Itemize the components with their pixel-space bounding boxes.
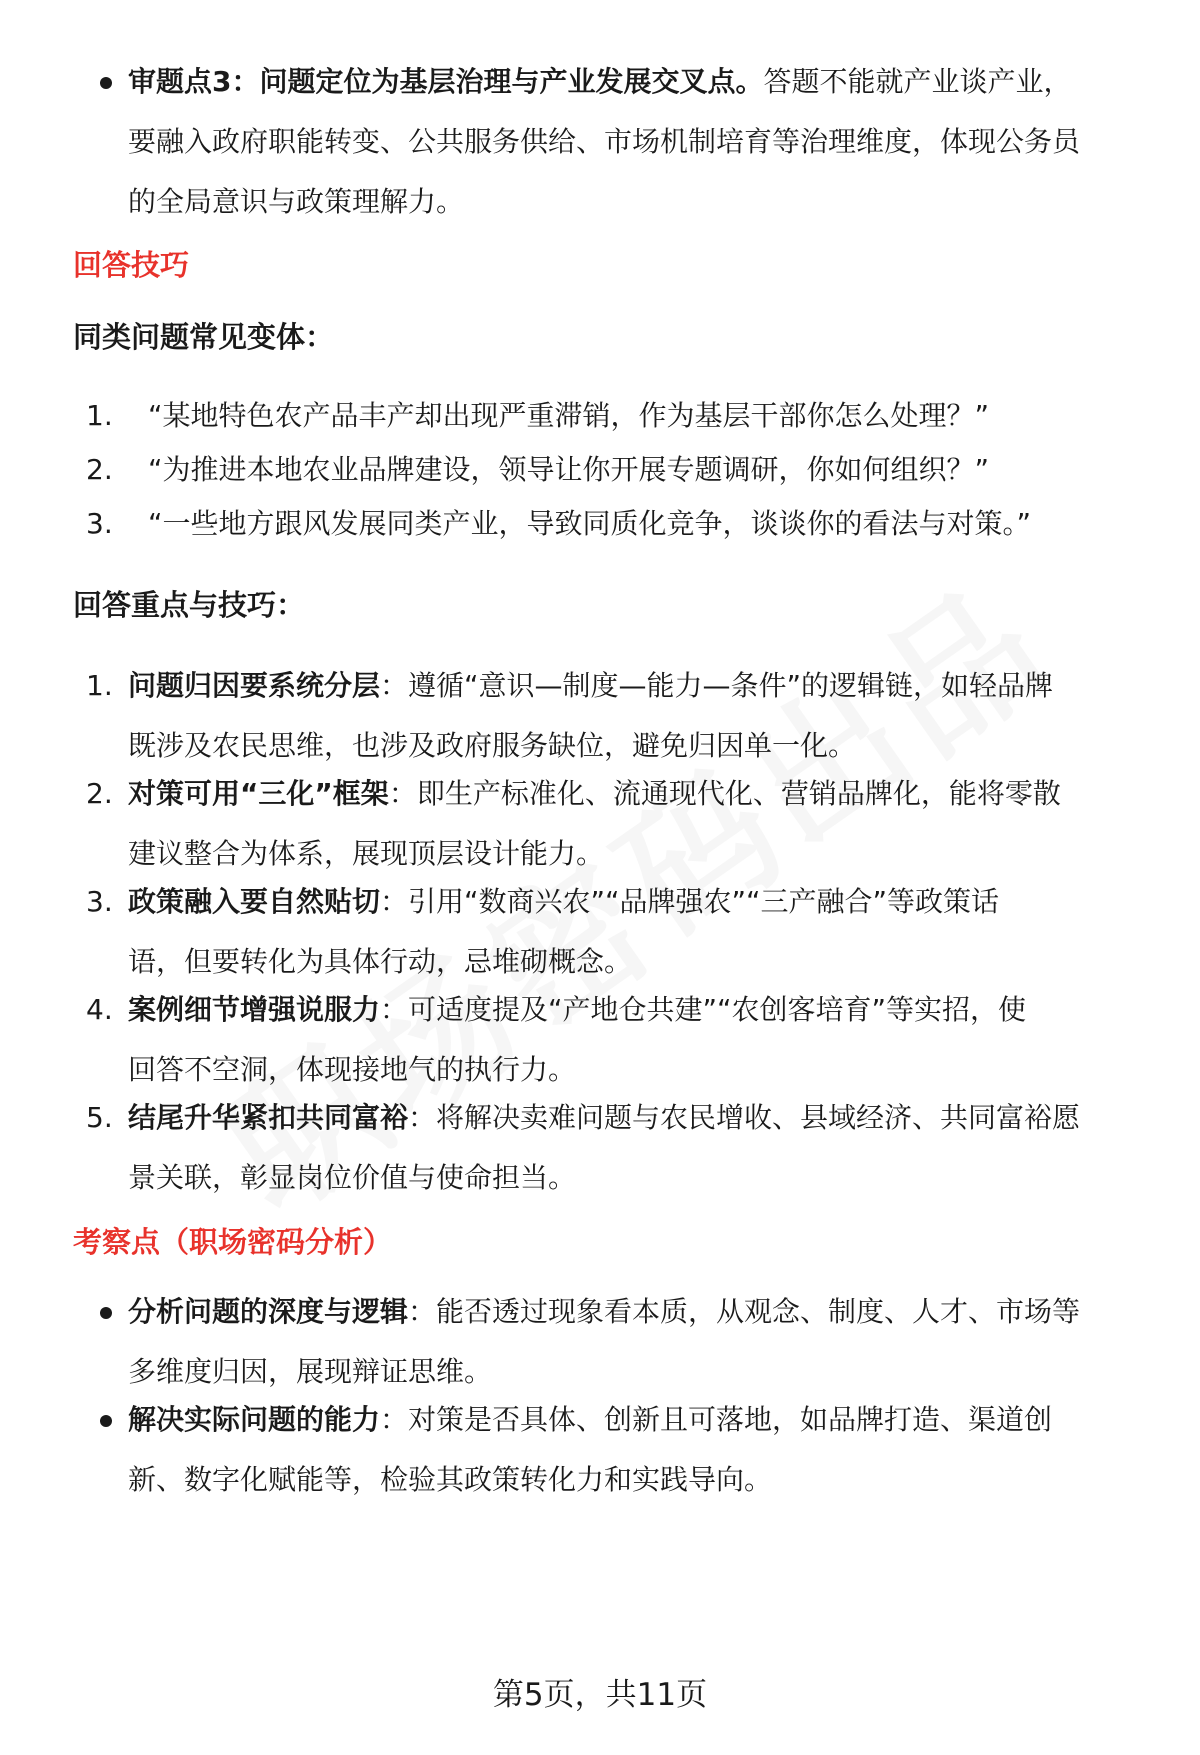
focus-line1: ：可适度提及“产地仓共建”“农创客培育”等实招，使 — [380, 993, 1027, 1026]
focus-lead: 对策可用“三化”框架 — [128, 777, 389, 810]
exam-line2: 多维度归因，展现辩证思维。 — [128, 1355, 493, 1388]
focus-item — [128, 1088, 1148, 1208]
focus-lead: 政策融入要自然贴切 — [128, 885, 381, 918]
bullet-icon — [100, 77, 112, 89]
variant-number: 2. — [86, 453, 113, 486]
focus-line1: ：将解决卖难问题与农民增收、县域经济、共同富裕愿 — [408, 1101, 1081, 1134]
focus-number: 1. — [86, 669, 113, 702]
variant-number: 3. — [86, 507, 113, 540]
focus-number: 4. — [86, 993, 113, 1026]
point3-line3: 的全局意识与政策理解力。 — [128, 185, 465, 218]
focus-item — [128, 656, 1148, 776]
exam-line1: ：能否透过现象看本质，从观念、制度、人才、市场等 — [408, 1295, 1081, 1328]
focus-number: 5. — [86, 1101, 113, 1134]
variant-item: “为推进本地农业品牌建设，领导让你开展专题调研，你如何组织？” — [148, 453, 990, 486]
focus-heading: 回答重点与技巧： — [73, 588, 306, 622]
focus-line1: ：遵循“意识—制度—能力—条件”的逻辑链，如轻品牌 — [380, 669, 1054, 702]
point3-lead: 审题点3：问题定位为基层治理与产业发展交叉点。 — [128, 65, 764, 98]
focus-line2: 建议整合为体系，展现顶层设计能力。 — [128, 837, 605, 870]
point3-line2: 要融入政府职能转变、公共服务供给、市场机制培育等治理维度，体现公务员 — [128, 125, 1081, 158]
bullet-icon — [100, 1415, 112, 1427]
point3-line1: 答题不能就产业谈产业， — [763, 65, 1072, 98]
exam-line1: ：对策是否具体、创新且可落地，如品牌打造、渠道创 — [380, 1403, 1053, 1436]
bullet-icon — [100, 1307, 112, 1319]
focus-line2: 回答不空洞，体现接地气的执行力。 — [128, 1053, 577, 1086]
focus-lead: 问题归因要系统分层 — [128, 669, 381, 702]
exam-lead: 解决实际问题的能力 — [128, 1403, 381, 1436]
focus-lead: 案例细节增强说服力 — [128, 993, 381, 1026]
focus-line1: ：即生产标准化、流通现代化、营销品牌化，能将零散 — [388, 777, 1061, 810]
focus-item — [128, 980, 1148, 1100]
exam-item — [128, 1282, 1148, 1402]
focus-line1: ：引用“数商兴农”“品牌强农”“三产融合”等政策话 — [380, 885, 1000, 918]
variant-item: “一些地方跟风发展同类产业，导致同质化竞争，谈谈你的看法与对策。” — [148, 507, 1032, 540]
exam-heading: 考察点（职场密码分析） — [73, 1225, 393, 1259]
focus-number: 2. — [86, 777, 113, 810]
focus-line2: 景关联，彰显岗位价值与使命担当。 — [128, 1161, 577, 1194]
variant-item: “某地特色农产品丰产却出现严重滞销，作为基层干部你怎么处理？” — [148, 399, 990, 432]
focus-item — [128, 764, 1148, 884]
exam-line2: 新、数字化赋能等，检验其政策转化力和实践导向。 — [128, 1463, 773, 1496]
variants-heading: 同类问题常见变体： — [73, 320, 335, 354]
focus-number: 3. — [86, 885, 113, 918]
point3-paragraph — [128, 52, 1148, 232]
exam-lead: 分析问题的深度与逻辑 — [128, 1295, 409, 1328]
page-footer: 第5页，共11页 — [492, 1677, 708, 1713]
variant-number: 1. — [86, 399, 113, 432]
answer-tips-heading: 回答技巧 — [73, 248, 190, 282]
focus-line2: 既涉及农民思维，也涉及政府服务缺位，避免归因单一化。 — [128, 729, 857, 762]
focus-line2: 语，但要转化为具体行动，忌堆砌概念。 — [128, 945, 633, 978]
focus-item — [128, 872, 1148, 992]
exam-item — [128, 1390, 1148, 1510]
focus-lead: 结尾升华紧扣共同富裕 — [128, 1101, 409, 1134]
